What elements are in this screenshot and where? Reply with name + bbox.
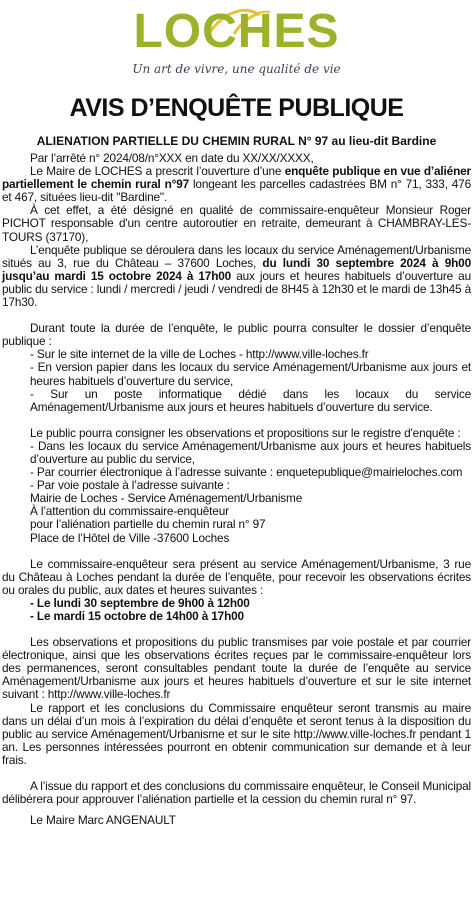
notice-body <box>2 152 471 827</box>
address-line: À l’attention du commissaire-enquêteur <box>30 504 229 519</box>
address-line: Mairie de Loches - Service Aménagement/Urbanisme <box>30 491 303 506</box>
list-item: - Par courrier électronique à l’adresse suivante : enquetepublique@mairieloches.com <box>30 465 463 480</box>
logo-tagline: Un art de vivre, une qualité de vie <box>132 62 341 76</box>
observations-paragraph: Les observations et propositions du public transmises par voie postale et par courrier électronique, ainsi que les observations écrites reçues par le commissaire-enquêteur lors des permanences, seront consultables pendant toute la durée de l’enquête au service Aménagement/Urbanisme aux jours et heures habituels d’ouverture et sur le site internet suivant : http://www.ville-loches.fr <box>2 635 471 702</box>
registry-paragraph: Le public pourra consigner les observations et propositions sur le registre d'enquête : <box>30 425 461 440</box>
loches-logo <box>0 4 473 84</box>
list-item: - Sur un poste informatique dédié dans les locaux du service Aménagement/Urbanisme aux jours et heures habituels d’ouverture du service. <box>30 386 471 414</box>
prescription-paragraph: Le Maire de LOCHES a prescrit l’ouverture d’une enquête publique en vue d’aliéner partiellement le chemin rural n°97 longeant les parcelles cadastrées BM n° 71, 333, 476 et 467, situées lieu-dit "Bardine". <box>2 164 471 205</box>
list-item: - Par voie postale à l’adresse suivante : <box>30 478 230 493</box>
signature: Le Maire Marc ANGENAULT <box>30 813 176 828</box>
consultation-paragraph: Durant toute la durée de l’enquête, le public pourra consulter le dossier d’enquête publique : <box>2 321 471 349</box>
council-paragraph: A l’issue du rapport et des conclusions du commissaire enquêteur, le Conseil Municipal délibérera pour approuver l’aliénation partielle et la cession du chemin rural n° 97. <box>2 779 471 807</box>
report-paragraph: Le rapport et les conclusions du Commissaire enquêteur seront transmis au maire dans un délai d’un mois à l’expiration du délai d’enquête et seront tenus à la disposition du public au service Aménagement/Urbanisme et sur le site http://www.ville-loches.fr pendant 1 an. Les personnes intéressées pourront en obtenir communication sur demande et à leur frais. <box>2 700 471 767</box>
commissioner-paragraph: À cet effet, a été désigné en qualité de commissaire-enquêteur Monsieur Roger PICHOT responsable d'un centre autoroutier en retraite, demeurant à CHAMBRAY-LES-TOURS (37170), <box>2 203 471 244</box>
list-item: - Dans les locaux du service Aménagement/Urbanisme aux jours et heures habituels d’ouverture au public du service, <box>30 438 471 466</box>
permanence-date: - Le mardi 15 octobre de 14h00 à 17h00 <box>30 609 244 623</box>
decree-line: Par l’arrêté n° 2024/08/n°XXX en date du XX/XX/XXXX, <box>30 151 314 165</box>
address-line: pour l’aliénation partielle du chemin rural n° 97 <box>30 517 266 532</box>
permanence-date: - Le lundi 30 septembre de 9h00 à 12h00 <box>30 595 250 610</box>
address-line: Place de l’Hôtel de Ville -37600 Loches <box>30 530 230 545</box>
logo-wordmark: LOCHES <box>133 5 340 58</box>
dates-paragraph: L’enquête publique se déroulera dans les locaux du service Aménagement/Urbanisme situés au 3, rue du Château – 37600 Loches, du lundi 30 septembre 2024 à 9h00 jusqu’au mardi 15 octobre 2024 à 17h00 aux jours et heures habituels d’ouverture au public du service : lundi / mercredi / jeudi / vendredi de 8H45 à 12h30 et le mardi de 13h45 à 17h30. <box>2 242 472 310</box>
page-title: AVIS D’ENQUÊTE PUBLIQUE <box>69 94 404 122</box>
list-item: - En version papier dans les locaux du service Aménagement/Urbanisme aux jours et heures habituels d’ouverture du service, <box>30 360 471 388</box>
permanence-paragraph: Le commissaire-enquêteur sera présent au service Aménagement/Urbanisme, 3 rue du Château à Loches pendant la durée de l’enquête, pour recevoir les observations écrites ou orales du public, aux dates et heures suivantes : <box>2 556 471 597</box>
list-item: - Sur le site internet de la ville de Loches - http://www.ville-loches.fr <box>30 347 369 362</box>
notice-subtitle: ALIENATION PARTIELLE DU CHEMIN RURAL N° 97 au lieu-dit Bardine <box>36 134 437 148</box>
